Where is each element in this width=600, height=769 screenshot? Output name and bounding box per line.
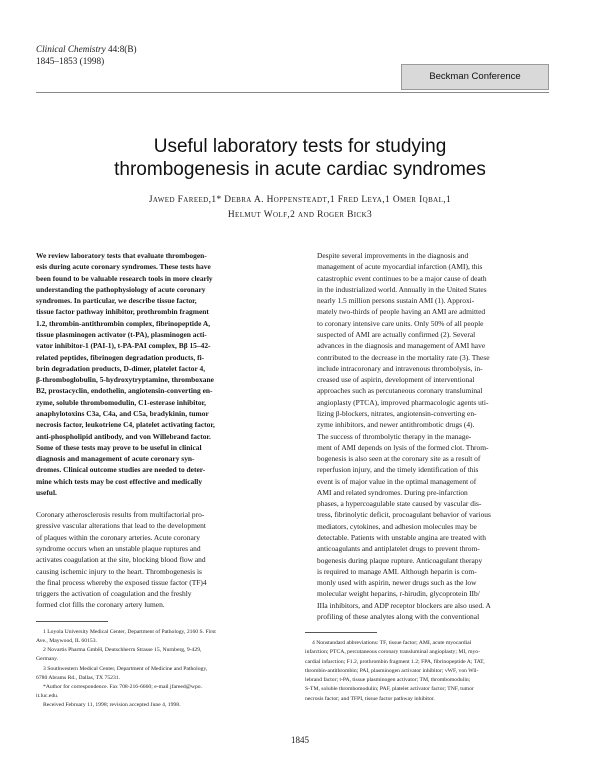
- body-line: management of acute myocardial infarction (AMI), this: [317, 262, 483, 272]
- body-line: monly used with aspirin, newer drugs such as the low: [317, 578, 477, 588]
- abstract-line: related peptides, fibrinogen degradation products, fi-: [36, 352, 205, 362]
- body-line: the final process whereby the exposed tissue factor (TF)4: [36, 577, 207, 587]
- affiliation-footnote: [36, 665, 279, 674]
- abbreviations-footnote: [305, 639, 548, 703]
- body-line: to coronary intensive care units. Only 50% of all people: [317, 318, 484, 328]
- body-line: Coronary atherosclerosis results from multifactorial pro-: [36, 510, 205, 520]
- journal-volume: 44:8(B): [107, 44, 137, 54]
- body-line: mately two-thirds of people having an AMI are admitted: [317, 307, 486, 317]
- body-line: advances in the diagnosis and management of AMI have: [317, 341, 486, 351]
- body-line: include intracoronary and intravenous thrombolysis, in-: [317, 363, 483, 373]
- body-line: mediators, cytokines, and adhesion molecules may be: [317, 521, 477, 531]
- body-line: gressive vascular alterations that lead to the development: [36, 521, 206, 531]
- footnote-line: 3 Southwestern Medical Center, Department of Medicine and Pathology,: [43, 665, 208, 672]
- abstract-line: anti-phospholipid antibody, and von Willebrand factor.: [36, 431, 211, 441]
- body-line: in the industrialized world. Annually in the United States: [317, 284, 487, 294]
- body-line: phases, a hypercoagulable state caused by vascular dis-: [317, 499, 482, 509]
- affiliation-footnote: [36, 655, 279, 664]
- abstract-line: useful.: [36, 487, 57, 497]
- body-line: tress, fibrinolytic deficit, procoagulant behavior of various: [317, 510, 491, 520]
- footnote-line: 1 Loyola University Medical Center, Department of Pathology, 2160 S. First: [43, 628, 216, 635]
- abstract-line: We review laboratory tests that evaluate thrombogen-: [36, 251, 207, 260]
- body-line: creased use of aspirin, development of interventional: [317, 375, 475, 385]
- footnote-line: S-TM, soluble thrombomodulin; PAF, platelet activator factor; TNF, tumor: [305, 686, 474, 693]
- journal-name: Clinical Chemistry: [36, 44, 106, 54]
- footnote-line: *Author for correspondence. Fax 708-216-6660; e-mail jfareed@wpo.: [43, 683, 203, 690]
- affiliation-footnote: [36, 637, 279, 646]
- body-line: syndrome occurs when an unstable plaque ruptures and: [36, 544, 201, 554]
- author-list: [60, 193, 540, 223]
- affiliation-footnote: [36, 674, 279, 683]
- body-line: anticoagulants and antiplatelet drugs to prevent throm-: [317, 544, 480, 554]
- footnote-line: Ave., Maywood, IL 60153.: [36, 637, 97, 644]
- body-line: activates coagulation at the site, blocking blood flow and: [36, 555, 206, 565]
- body-line: bogenesis during plaque rupture. Anticoagulant therapy: [317, 555, 483, 565]
- header-divider: [36, 92, 549, 93]
- body-line: is required to manage AMI. Although heparin is com-: [317, 566, 477, 576]
- article-title: [40, 135, 560, 181]
- footnote-line: cardial infarction; F1.2, prothrombin fragment 1.2; FPA, fibrinopeptide A; TAT,: [305, 658, 485, 665]
- body-line: molecular weight heparins, r-hirudin, glycoprotein IIb/: [317, 589, 480, 599]
- correspondence-footnote: [36, 692, 279, 701]
- abstract-line: esis during acute coronary syndromes. These tests have: [36, 262, 211, 272]
- abstract-line: tissue factor pathway inhibitor, prothrombin fragment: [36, 307, 209, 317]
- abstract-line: β-thromboglobulin, 5-hydroxytryptamine, thromboxane: [36, 375, 214, 385]
- footnote-line: necrosis factor; and TFPI, tissue factor pathway inhibitor.: [305, 695, 435, 702]
- body-line: nearly 1.5 million persons sustain AMI (1). Approxi-: [317, 296, 475, 306]
- footnote-line: Received February 11, 1998; revision accepted June 4, 1998.: [43, 702, 181, 709]
- abstract-line: zyme, soluble thrombomodulin, C1-esterase inhibitor,: [36, 397, 207, 407]
- abstract-line: brin degradation products, D-dimer, platelet factor 4,: [36, 363, 206, 373]
- footnote-divider: [305, 632, 377, 633]
- correspondence-footnote: [36, 683, 279, 692]
- footnote-line: Germany.: [36, 656, 59, 663]
- body-line: zyme inhibitors, and newer antithrombotic drugs (4).: [317, 420, 475, 430]
- body-line: detectable. Patients with unstable angina are treated with: [317, 533, 486, 543]
- abstract-line: vator inhibitor-1 (PAI-1), t-PA-PAI complex, Bβ 15–42-: [36, 341, 211, 351]
- journal-citation: [36, 44, 137, 67]
- received-date: [36, 701, 279, 710]
- body-line: contributed to the decrease in the mortality rate (3). These: [317, 352, 490, 362]
- abstract-line: dromes. Clinical outcome studies are needed to deter-: [36, 465, 206, 475]
- abstract-line: B2, prostacyclin, endothelin, angiotensin-converting en-: [36, 386, 213, 396]
- body-line: AMI and related syndromes. During pre-infarction: [317, 487, 468, 497]
- abstract-line: 1.2, thrombin-antithrombin complex, fibrinopeptide A,: [36, 318, 211, 328]
- abstract: [36, 250, 279, 498]
- body-line: triggers the activation of coagulation and the freshly: [36, 589, 192, 599]
- body-line: catastrophic event continues to be a major cause of death: [317, 273, 487, 283]
- body-line: bogenesis is also seen at the coronary site as a result of: [317, 454, 481, 464]
- body-line: formed clot fills the coronary artery lumen.: [36, 600, 165, 610]
- body-line: Despite several improvements in the diagnosis and: [317, 251, 469, 260]
- abstract-line: mine which tests may be cost effective and medically: [36, 476, 203, 486]
- title-line: thrombogenesis in acute cardiac syndromes: [114, 159, 486, 180]
- body-line: causing ischemic injury to the heart. Thrombogenesis is: [36, 566, 202, 576]
- footnote-line: it.luc.edu.: [36, 693, 59, 700]
- footnote-line: thrombin-antithrombin; PAI, plasminogen activator inhibitor; vWF, von Wil-: [305, 667, 479, 674]
- body-paragraph: [305, 250, 548, 431]
- abstract-line: syndromes. In particular, we describe tissue factor,: [36, 296, 197, 306]
- body-line: suspected of AMI are actually confirmed (2). Several: [317, 329, 476, 339]
- body-line: angioplasty (PTCA), improved pharmacologic agents uti-: [317, 397, 489, 407]
- footnote-line: 6780 Abrams Rd., Dallas, TX 75231.: [36, 674, 121, 681]
- body-line: of plaques within the coronary arteries. Acute coronary: [36, 532, 200, 542]
- title-line: Useful laboratory tests for studying: [153, 136, 447, 157]
- body-line: reperfusion injury, and the timely identification of this: [317, 465, 479, 475]
- body-line: approaches such as percutaneous coronary transluminal: [317, 386, 483, 396]
- abstract-line: diagnosis and management of acute coronary syn-: [36, 454, 195, 464]
- author-line: Jawed Fareed,1* Debra A. Hoppensteadt,1 Fred Leya,1 Omer Iqbal,1: [148, 195, 452, 205]
- footnote-line: infarction; PTCA, percutaneous coronary transluminal angioplasty; MI, myo-: [305, 649, 480, 656]
- left-column: [36, 250, 279, 711]
- journal-line: [36, 44, 137, 56]
- affiliation-footnote: [36, 646, 279, 655]
- body-paragraph: [305, 431, 548, 623]
- right-column: [305, 250, 548, 704]
- body-line: lizing β-blockers, nitrates, angiotensin-converting en-: [317, 408, 477, 418]
- footnote-line: 4 Nonstandard abbreviations: TF, tissue factor; AMI, acute myocardial: [312, 640, 472, 647]
- conference-badge: Beckman Conference: [401, 64, 549, 90]
- abstract-line: Some of these tests may prove to be useful in clinical: [36, 442, 202, 452]
- abstract-line: necrosis factor, leukotriene C4, platelet activating factor,: [36, 420, 215, 430]
- abstract-line: anaphylotoxins C3a, C4a, and C5a, bradykinin, tumor: [36, 408, 209, 418]
- body-line: IIIa inhibitors, and ADP receptor blockers are also used. A: [317, 600, 491, 610]
- body-line: event is of major value in the optimal management of: [317, 476, 477, 486]
- page-number: 1845: [291, 735, 309, 745]
- author-line: Helmut Wolf,2 and Roger Bick3: [227, 210, 373, 220]
- affiliation-footnote: [36, 628, 279, 637]
- footnote-divider: [36, 621, 108, 622]
- abstract-line: tissue plasminogen activator (t-PA), plasminogen acti-: [36, 329, 207, 339]
- abstract-line: understanding the pathophysiology of acute coronary: [36, 284, 206, 294]
- intro-paragraph: [36, 509, 279, 611]
- body-line: profiling of these analytes along with the conventional: [317, 612, 480, 621]
- abstract-line: been found to be valuable research tools in more clearly: [36, 273, 213, 283]
- footnote-line: 2 Novartis Pharma GmbH, Deutschherrn Strasse 15, Nurnberg, 9-429,: [43, 647, 202, 654]
- footnote-line: lebrand factor; t-PA, tissue plasminogen activator; TM, thrombomodulin;: [305, 677, 471, 684]
- body-line: The success of thrombolytic therapy in the manage-: [317, 431, 472, 441]
- body-line: ment of AMI depends on lysis of the formed clot. Throm-: [317, 442, 489, 452]
- journal-pages: 1845–1853 (1998): [36, 55, 105, 66]
